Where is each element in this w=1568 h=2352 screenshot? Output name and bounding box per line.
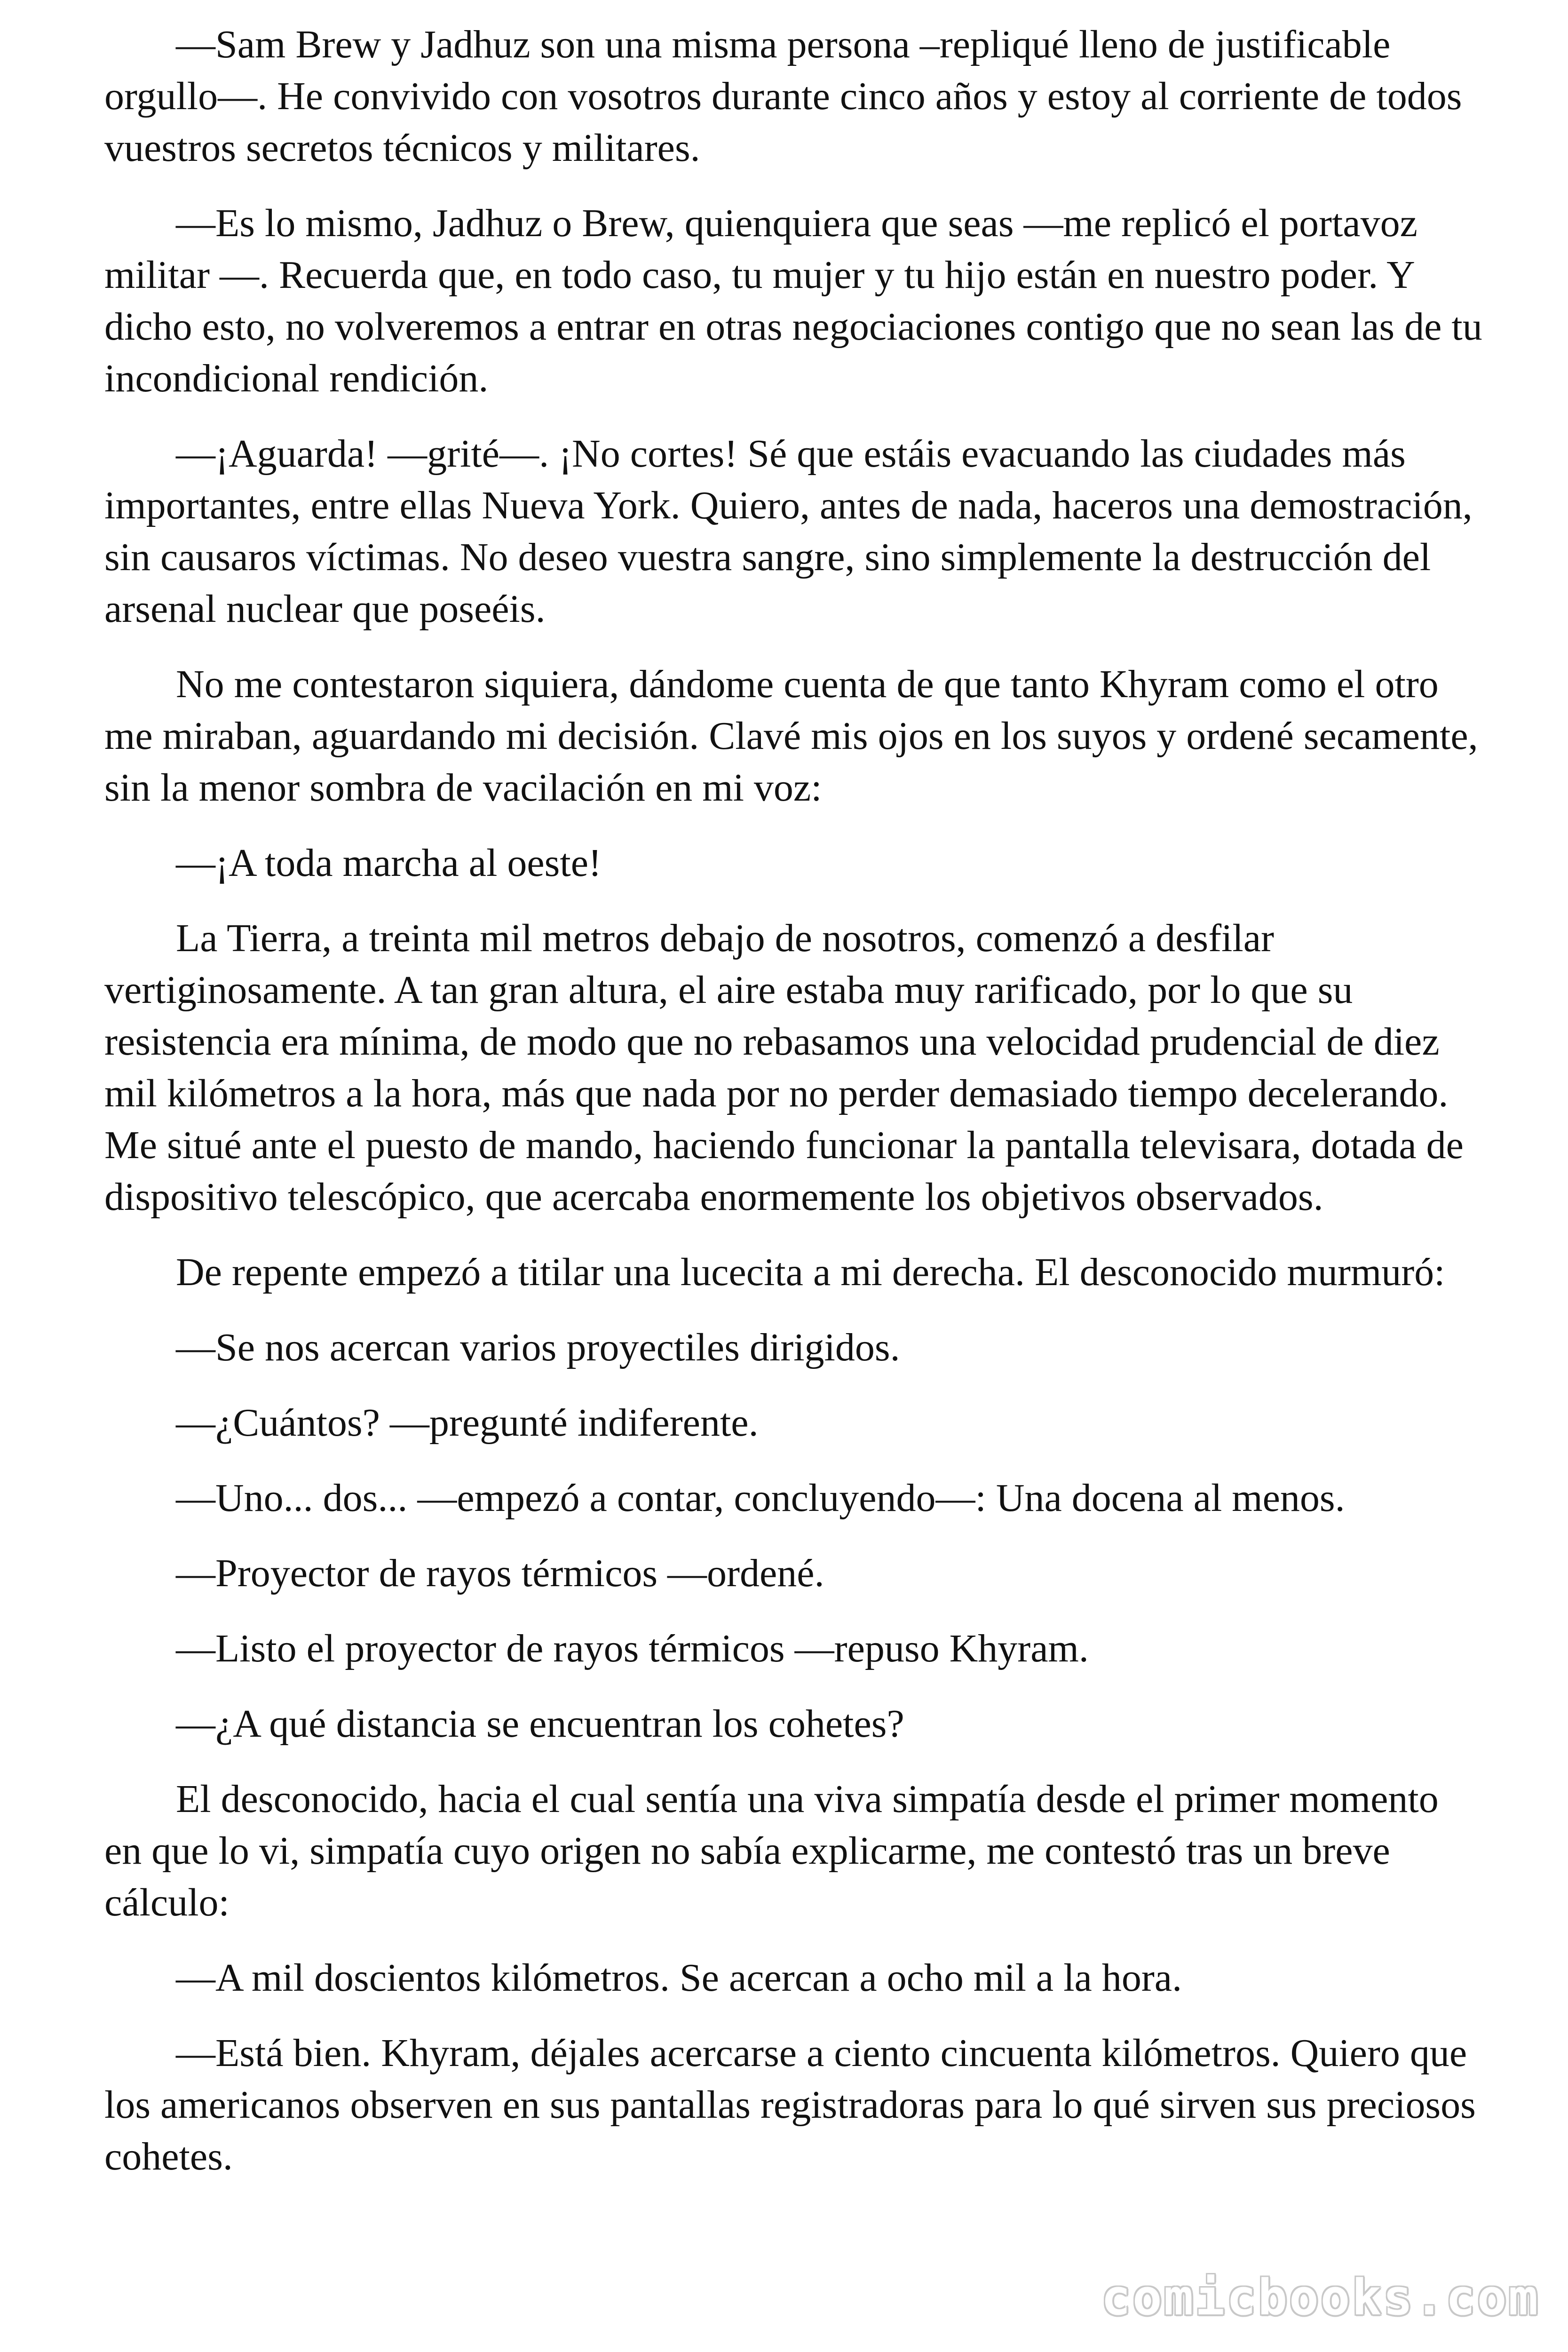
body-text (104, 19, 1482, 2206)
paragraph: —Sam Brew y Jadhuz son una misma persona –repliqué lleno de justificable orgullo—. He convivido con vosotros durante cinco años y estoy al corriente de todos vuestros secretos técnicos y militares. (104, 23, 1462, 170)
paragraph: El desconocido, hacia el cual sentía una viva simpatía desde el primer momento en que lo vi, simpatía cuyo origen no sabía explicarme, me contestó tras un breve cálculo: (104, 1777, 1439, 1924)
paragraph: —Se nos acercan varios proyectiles dirigidos. (176, 1326, 900, 1369)
paragraph: —A mil doscientos kilómetros. Se acercan a ocho mil a la hora. (176, 1956, 1182, 2000)
paragraph: La Tierra, a treinta mil metros debajo de nosotros, comenzó a desfilar vertiginosamente. A tan gran altura, el aire estaba muy rarificado, por lo que su resistencia era mínima, de modo que no rebasamos una velocidad prudencial de diez mil kilómetros a la hora, más que nada por no perder demasiado tiempo decelerando. Me situé ante el puesto de mando, haciendo funcionar la pantalla televisara, dotada de dispositivo telescópico, que acercaba enormemente los objetivos observados. (104, 916, 1464, 1219)
paragraph: —Es lo mismo, Jadhuz o Brew, quienquiera que seas —me replicó el portavoz militar —. Recuerda que, en todo caso, tu mujer y tu hijo están en nuestro poder. Y dicho esto, no volveremos a entrar en otras negociaciones contigo que no sean las de tu incondicional rendición. (104, 201, 1482, 400)
paragraph: De repente empezó a titilar una lucecita a mi derecha. El desconocido murmuró: (176, 1250, 1445, 1294)
paragraph: —¿Cuántos? —pregunté indiferente. (176, 1401, 759, 1445)
paragraph: —Uno... dos... —empezó a contar, concluyendo—: Una docena al menos. (176, 1476, 1345, 1520)
watermark-logo: comicbooks.com (1101, 2269, 1540, 2326)
paragraph: No me contestaron siquiera, dándome cuenta de que tanto Khyram como el otro me miraban, aguardando mi decisión. Clavé mis ojos en los suyos y ordené secamente, sin la menor sombra de vacilación en mi voz: (104, 662, 1478, 810)
paragraph: —¿A qué distancia se encuentran los cohetes? (176, 1702, 904, 1746)
paragraph: —¡Aguarda! —grité—. ¡No cortes! Sé que estáis evacuando las ciudades más importantes, entre ellas Nueva York. Quiero, antes de nada, haceros una demostración, sin causaros víctimas. No deseo vuestra sangre, sino simplemente la destrucción del arsenal nuclear que poseéis. (104, 432, 1473, 631)
paragraph: —Proyector de rayos térmicos —ordené. (176, 1551, 824, 1595)
paragraph: —Está bien. Khyram, déjales acercarse a ciento cincuenta kilómetros. Quiero que los americanos observen en sus pantallas registradoras para lo qué sirven sus preciosos cohetes. (104, 2031, 1476, 2178)
paragraph: —¡A toda marcha al oeste! (176, 841, 602, 885)
paragraph: —Listo el proyector de rayos térmicos —repuso Khyram. (176, 1627, 1089, 1670)
